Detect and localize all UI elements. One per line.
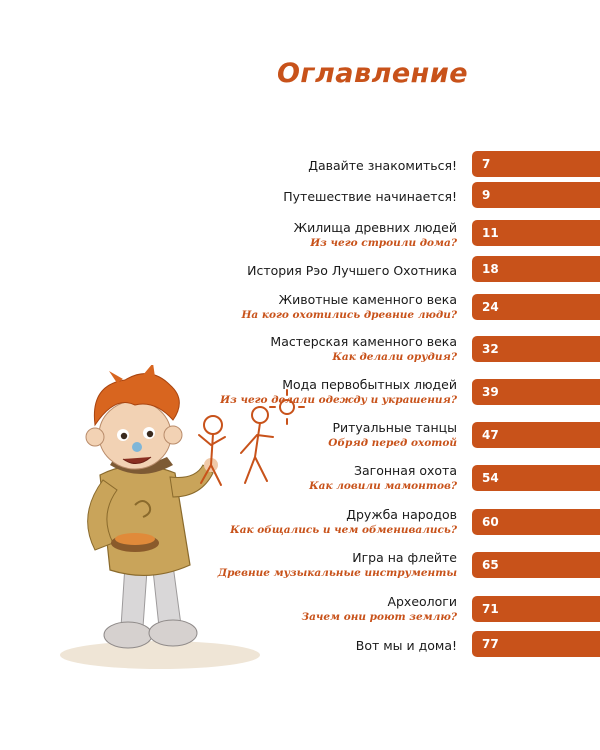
toc-entry-title: Жилища древних людей [293, 220, 457, 235]
toc-entry-title: Путешествие начинается! [283, 189, 457, 204]
toc-entry-title: Дружба народов [346, 507, 457, 522]
toc-entry-subtitle: Как делали орудия? [332, 351, 457, 363]
toc-entry-subtitle: Из чего делали одежду и украшения? [220, 394, 457, 406]
toc-entry-subtitle: Как ловили мамонтов? [309, 480, 457, 492]
toc-entry-title: Ритуальные танцы [332, 420, 457, 435]
toc-entry-title: Мода первобытных людей [282, 377, 457, 392]
page-number-badge[interactable]: 24 [472, 294, 600, 320]
page-number-badge[interactable]: 9 [472, 182, 600, 208]
toc-entry-title: Давайте знакомиться! [308, 158, 457, 173]
toc-entry-title: Археологи [387, 594, 457, 609]
ground-shadow [60, 641, 260, 669]
caveboy-illustration [55, 365, 315, 675]
page-title: Оглавление [276, 58, 469, 89]
toc-entry-subtitle: На кого охотились древние люди? [241, 309, 457, 321]
toc-entry-subtitle: Из чего строили дома? [310, 237, 457, 249]
toc-entry-title: Загонная охота [353, 463, 457, 478]
page-number-badge[interactable]: 77 [472, 631, 600, 657]
toc-entry-subtitle: Как общались и чем обменивались? [230, 524, 457, 536]
page-number-badge[interactable]: 7 [472, 151, 600, 177]
page-number-badge[interactable]: 65 [472, 552, 600, 578]
toc-entry-title: История Рэо Лучшего Охотника [247, 263, 457, 278]
toc-entry-title: Животные каменного века [278, 292, 457, 307]
page-number-badge[interactable]: 60 [472, 509, 600, 535]
page-number-badge[interactable]: 39 [472, 379, 600, 405]
toc-entry-subtitle: Обряд перед охотой [328, 437, 457, 449]
page-number-badge[interactable]: 54 [472, 465, 600, 491]
toc-entry-title: Мастерская каменного века [270, 334, 457, 349]
toc-entry-title: Вот мы и дома! [355, 638, 457, 653]
page-number-badge[interactable]: 11 [472, 220, 600, 246]
toc-entry-subtitle: Древние музыкальные инструменты [217, 567, 457, 579]
page-number-badge[interactable]: 47 [472, 422, 600, 448]
toc-entry-subtitle: Зачем они роют землю? [301, 611, 457, 623]
page-number-badge[interactable]: 32 [472, 336, 600, 362]
toc-entry-title: Игра на флейте [352, 550, 457, 565]
cave-drawing [199, 390, 304, 485]
page-number-badge[interactable]: 71 [472, 596, 600, 622]
page-number-badge[interactable]: 18 [472, 256, 600, 282]
